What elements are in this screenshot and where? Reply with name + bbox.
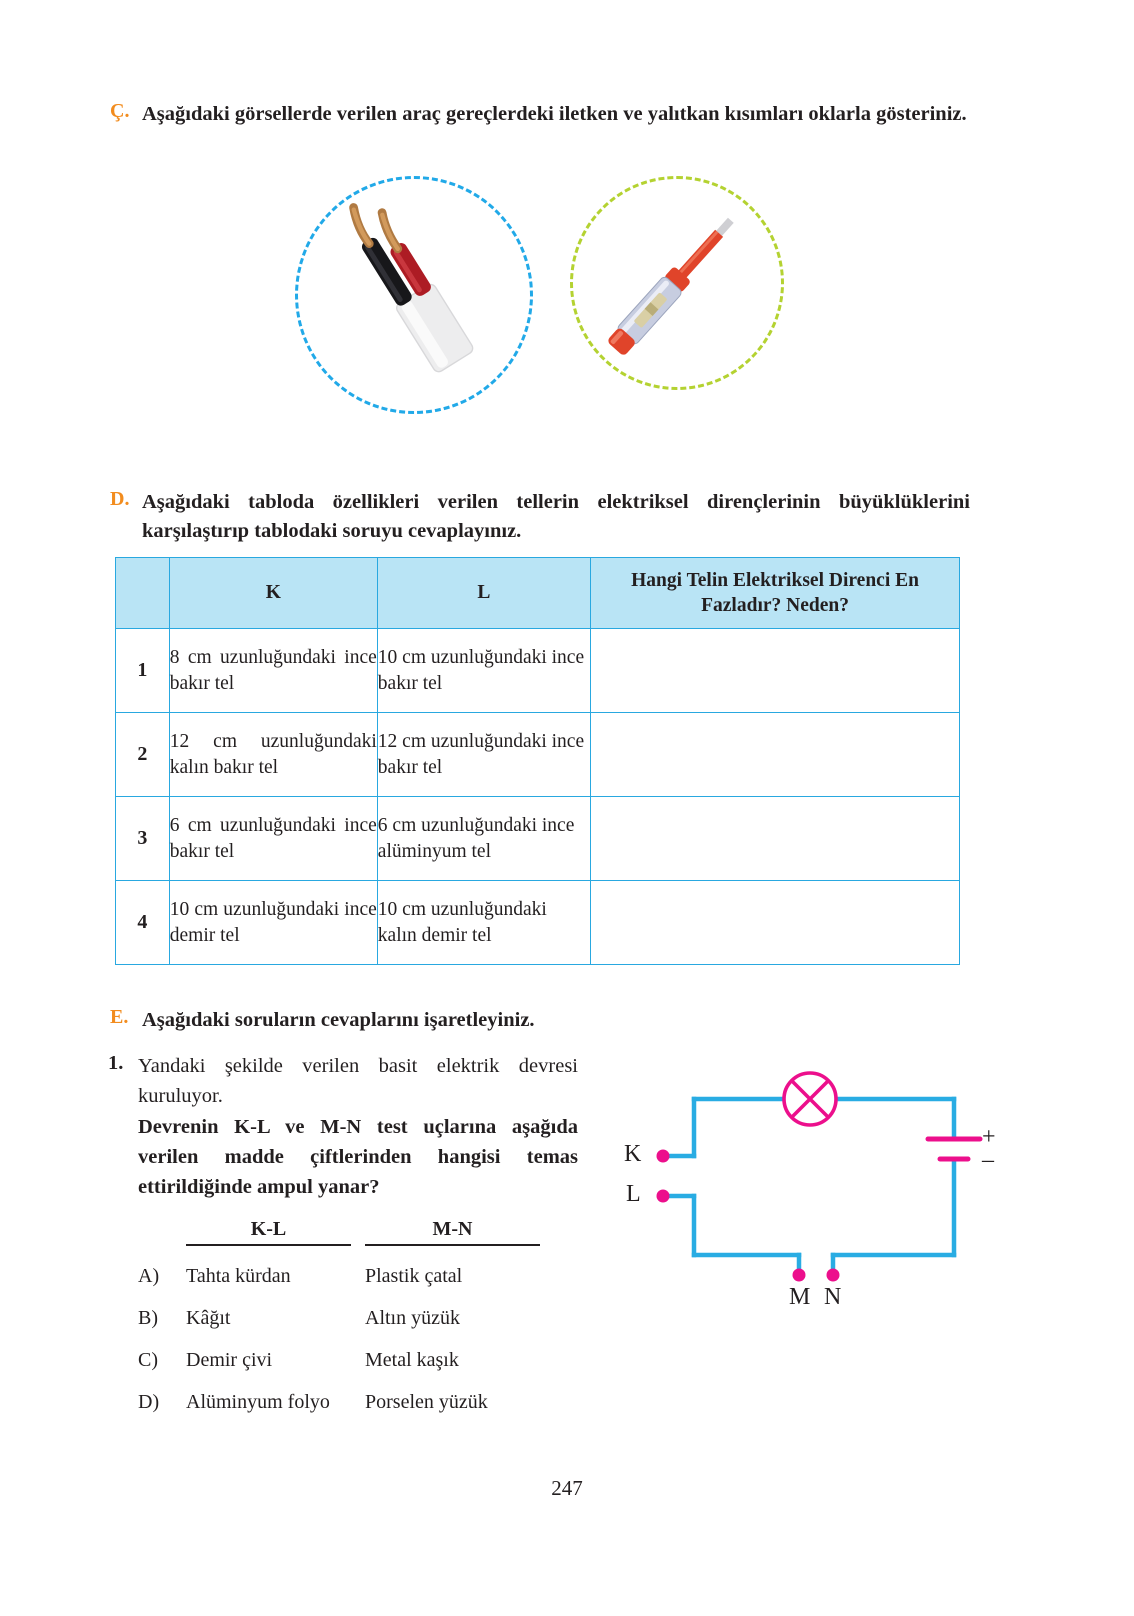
section-c <box>110 100 970 129</box>
section-d-text: Aşağıdaki tabloda özellikleri verilen tellerin elektriksel dirençlerinin büyüklüklerini karşılaştırıp tablodaki soruyu cevaplayınız. <box>142 491 970 543</box>
terminal-label-m: M <box>789 1284 811 1310</box>
figure-tester-circle <box>570 176 784 390</box>
row-l-value: 10 cm uzunluğundaki ince bakır tel <box>377 629 590 713</box>
table-head <box>116 558 960 629</box>
row-k-value: 10 cm uzunluğundaki ince demir tel <box>169 881 377 965</box>
figure-cable-circle <box>295 176 533 414</box>
lamp-icon <box>784 1073 836 1125</box>
question-1-options <box>138 1218 558 1414</box>
terminal-label-n: N <box>824 1284 842 1310</box>
row-l-value: 10 cm uzunluğundaki kalın demir tel <box>377 881 590 965</box>
stripped-cable-illustration <box>298 179 530 411</box>
table-body <box>116 629 960 965</box>
table-header-blank <box>116 558 170 629</box>
option-d-letter: D) <box>138 1391 160 1413</box>
wire-resistance-table <box>115 557 960 965</box>
options-header-mn: M-N <box>365 1218 540 1246</box>
row-answer-field[interactable] <box>591 713 960 797</box>
option-c[interactable] <box>138 1349 558 1372</box>
battery-minus-label: – <box>982 1147 994 1173</box>
battery-icon <box>928 1139 980 1159</box>
row-number: 1 <box>116 629 170 713</box>
terminal-node-k[interactable] <box>657 1150 670 1163</box>
options-header-row <box>138 1218 558 1246</box>
section-c-figures <box>110 168 990 428</box>
option-a-kl: Tahta kürdan <box>186 1265 291 1287</box>
terminal-label-l: L <box>626 1181 641 1207</box>
options-header-kl: K-L <box>186 1218 351 1246</box>
table-header-row <box>116 558 960 629</box>
option-b[interactable] <box>138 1307 558 1330</box>
option-b-kl: Kâğıt <box>186 1307 231 1329</box>
row-answer-field[interactable] <box>591 881 960 965</box>
option-c-kl: Demir çivi <box>186 1349 273 1371</box>
table-row <box>116 797 960 881</box>
row-l-value: 6 cm uzunluğundaki ince alüminyum tel <box>377 797 590 881</box>
table-row <box>116 713 960 797</box>
table-header-k: K <box>169 558 377 629</box>
section-d-letter: D. <box>110 488 130 510</box>
table-header-question: Hangi Telin Elektriksel Direnci En Fazladır? Neden? <box>591 558 960 629</box>
row-k-value: 6 cm uzunluğundaki ince bakır tel <box>169 797 377 881</box>
row-number: 2 <box>116 713 170 797</box>
section-c-text: Aşağıdaki görsellerde verilen araç gereçlerdeki iletken ve yalıtkan kısımları oklarla gösteriniz. <box>142 103 967 125</box>
battery-plus-label: + <box>982 1124 996 1150</box>
row-k-value: 8 cm uzunluğundaki ince bakır tel <box>169 629 377 713</box>
section-c-letter: Ç. <box>110 100 130 122</box>
row-answer-field[interactable] <box>591 629 960 713</box>
terminal-node-m[interactable] <box>793 1269 806 1282</box>
options-header-spacer <box>138 1218 186 1246</box>
option-c-letter: C) <box>138 1349 158 1371</box>
row-number: 3 <box>116 797 170 881</box>
table-header-l: L <box>377 558 590 629</box>
option-a[interactable] <box>138 1265 558 1288</box>
section-e-letter: E. <box>110 1006 129 1028</box>
circuit-diagram <box>600 1030 1020 1310</box>
voltage-tester-illustration <box>573 179 781 387</box>
row-answer-field[interactable] <box>591 797 960 881</box>
option-b-letter: B) <box>138 1307 158 1329</box>
option-a-letter: A) <box>138 1265 160 1287</box>
terminal-label-k: K <box>624 1141 642 1167</box>
option-d-kl: Alüminyum folyo <box>186 1391 330 1413</box>
section-e-text: Aşağıdaki soruların cevaplarını işaretleyiniz. <box>142 1009 535 1031</box>
option-c-mn: Metal kaşık <box>365 1349 459 1371</box>
table-row <box>116 881 960 965</box>
table-row <box>116 629 960 713</box>
question-1-prompt: Devrenin K-L ve M-N test uçlarına aşağıda verilen madde çiftlerinden hangisi temas ettirildiğinde ampul yanar? <box>138 1116 578 1198</box>
question-1-intro: Yandaki şekilde verilen basit elektrik devresi kuruluyor. <box>138 1055 578 1107</box>
option-d[interactable] <box>138 1391 558 1414</box>
terminal-node-n[interactable] <box>827 1269 840 1282</box>
option-a-mn: Plastik çatal <box>365 1265 463 1287</box>
section-d <box>110 488 970 546</box>
option-d-mn: Porselen yüzük <box>365 1391 488 1413</box>
circuit-svg <box>600 1030 1020 1290</box>
row-k-value: 12 cm uzunluğundaki kalın bakır tel <box>169 713 377 797</box>
row-l-value: 12 cm uzunluğundaki ince bakır tel <box>377 713 590 797</box>
option-b-mn: Altın yüzük <box>365 1307 460 1329</box>
page-number: 247 <box>551 1476 583 1500</box>
terminal-node-l[interactable] <box>657 1190 670 1203</box>
row-number: 4 <box>116 881 170 965</box>
question-1-number: 1. <box>108 1052 124 1074</box>
